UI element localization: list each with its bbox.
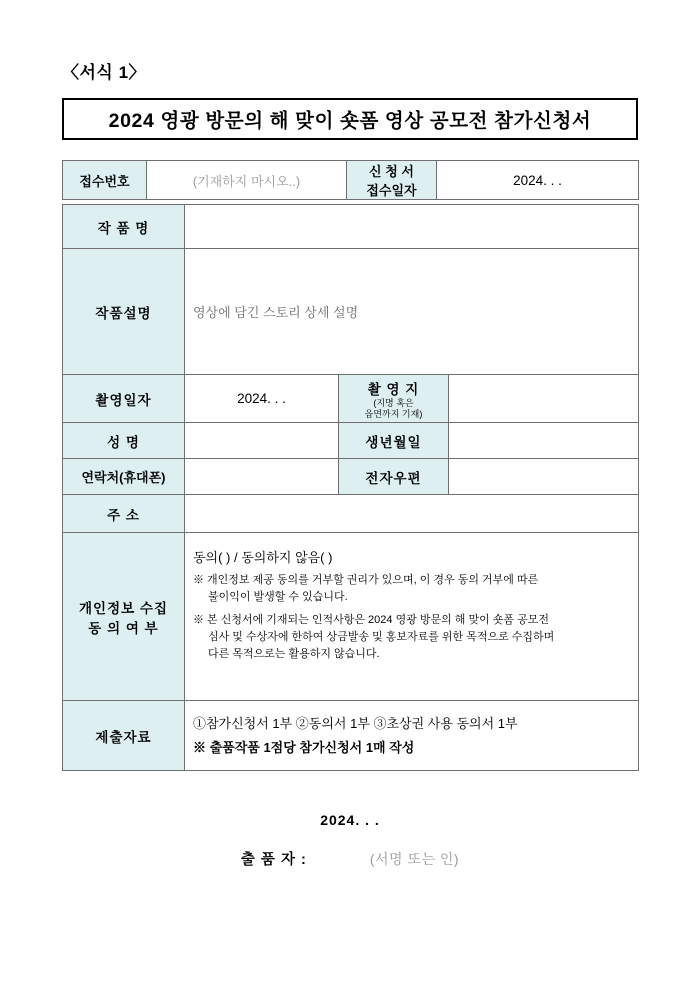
privacy-note-2 xyxy=(193,612,630,663)
shoot-place-input[interactable] xyxy=(449,375,639,423)
privacy-consent-label-line1: 개인정보 수집 xyxy=(79,600,168,616)
table-row xyxy=(63,459,639,495)
privacy-note-1-line2: 불이익이 발생할 수 있습니다. xyxy=(208,591,348,604)
receipt-date-label-line2: 접수일자 xyxy=(366,183,417,198)
phone-input[interactable] xyxy=(185,459,339,495)
table-row xyxy=(63,701,639,771)
table-row xyxy=(63,423,639,459)
work-desc-label: 작품설명 xyxy=(63,249,185,375)
privacy-consent-label-line2: 동 의 여 부 xyxy=(88,620,159,636)
page-title: 2024 영광 방문의 해 맞이 숏폼 영상 공모전 참가신청서 xyxy=(108,110,592,132)
receipt-date-label xyxy=(347,161,437,200)
table-row xyxy=(63,205,639,249)
table-row xyxy=(63,161,639,200)
work-title-input[interactable] xyxy=(185,205,639,249)
shoot-date-label: 촬영일자 xyxy=(63,375,185,423)
application-table xyxy=(62,204,639,771)
signature-hint: (서명 또는 인) xyxy=(369,851,460,867)
form-number-label: 〈서식 1〉 xyxy=(62,63,147,82)
email-label: 전자우편 xyxy=(339,459,449,495)
footer-date: 2024. . . xyxy=(320,812,380,828)
privacy-note-1 xyxy=(193,572,630,606)
address-label: 주 소 xyxy=(63,495,185,533)
name-label: 성 명 xyxy=(63,423,185,459)
privacy-note-2-line2: 심사 및 수상자에 한하여 상금발송 및 홍보자료를 위한 목적으로 수집하며 xyxy=(208,631,555,644)
privacy-consent-choice[interactable]: 동의( ) / 동의하지 않음( ) xyxy=(193,550,333,565)
address-input[interactable] xyxy=(185,495,639,533)
work-desc-placeholder: 영상에 담긴 스토리 상세 설명 xyxy=(193,305,359,320)
name-input[interactable] xyxy=(185,423,339,459)
receipt-number-label: 접수번호 xyxy=(63,161,147,200)
signature-row xyxy=(0,848,700,869)
receipt-date-label-line1: 신 청 서 xyxy=(369,164,414,179)
applicant-label: 출 품 자 : xyxy=(240,852,307,868)
receipt-number-input[interactable]: (기재하지 마시오..) xyxy=(147,161,347,200)
email-input[interactable] xyxy=(449,459,639,495)
privacy-consent-label xyxy=(63,533,185,701)
submit-docs-content xyxy=(185,701,639,771)
privacy-note-2-line1: ※ 본 신청서에 기재되는 인적사항은 2024 영광 방문의 해 맞이 숏폼 공모전 xyxy=(193,614,549,627)
birth-input[interactable] xyxy=(449,423,639,459)
phone-label: 연락처(휴대폰) xyxy=(63,459,185,495)
work-desc-input[interactable] xyxy=(185,249,639,375)
table-row xyxy=(63,533,639,701)
privacy-consent-content xyxy=(185,533,639,701)
birth-label: 생년월일 xyxy=(339,423,449,459)
submit-docs-label: 제출자료 xyxy=(63,701,185,771)
receipt-date-input[interactable]: 2024. . . xyxy=(437,161,639,200)
submit-docs-line-2: ※ 출품작품 1점당 참가신청서 1매 작성 xyxy=(193,739,415,755)
shoot-place-label xyxy=(339,375,449,423)
table-row xyxy=(63,495,639,533)
work-title-label: 작 품 명 xyxy=(63,205,185,249)
shoot-date-input[interactable]: 2024. . . xyxy=(185,375,339,423)
privacy-note-2-line3: 다른 목적으로는 활용하지 않습니다. xyxy=(208,648,380,661)
shoot-place-label-text: 촬 영 지 xyxy=(367,382,420,398)
privacy-note-1-line1: ※ 개인정보 제공 동의를 거부할 권리가 있으며, 이 경우 동의 거부에 따른 xyxy=(193,574,539,586)
submit-docs-line-1: ①참가신청서 1부 ②동의서 1부 ③초상권 사용 동의서 1부 xyxy=(193,716,518,732)
shoot-place-sublabel: (지명 혹은 읍면까지 기재) xyxy=(364,398,423,419)
table-row xyxy=(63,249,639,375)
receipt-table xyxy=(62,160,639,200)
table-row xyxy=(63,375,639,423)
document-title-box xyxy=(62,98,638,140)
